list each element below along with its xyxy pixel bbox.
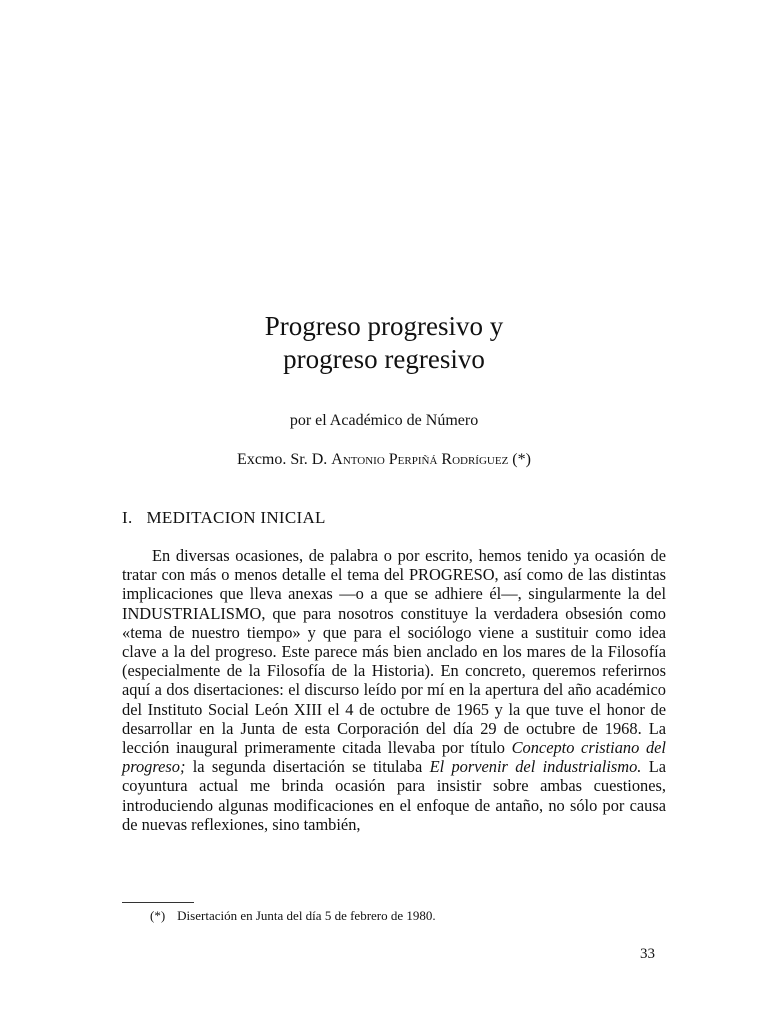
author-prefix: Excmo. Sr. D.	[237, 451, 332, 468]
page-number: 33	[640, 946, 655, 962]
paragraph-text-1: En diversas ocasiones, de palabra o por escrito, hemos tenido ya ocasión de tratar con más o menos detalle el tema del PROGRESO, así como de las distintas implicaciones que lleva anexas —o a que se adhiere él—, singularmente la del INDUSTRIALISMO, que para nosotros constituye la verdadera obsesión como «tema de nuestro tiempo» y que para el sociólogo viene a sustituir como idea clave a la del progreso. Este parece más bien anclado en los mares de la Filosofía (especialmente de la Filosofía de la Historia). En concreto, queremos referirnos aquí a dos disertaciones: el discurso leído por mí en la apertura del año académico del Instituto Social León XIII el 4 de octubre de 1965 y la que tuve el honor de desarrollar en la Junta de esta Corporación del día 29 de octubre de 1968. La lección inaugural primeramente citada llevaba por título	[122, 546, 666, 758]
paragraph-italic-title-1: Concepto cristiano del progreso;	[122, 738, 666, 777]
title-line-2: progreso regresivo	[283, 344, 485, 374]
author-footnote-mark: (*)	[508, 451, 531, 468]
article-title	[0, 310, 768, 376]
section-heading	[122, 508, 326, 528]
footnote-mark: (*)	[150, 908, 166, 923]
author-name: Antonio Perpiñá Rodríguez	[331, 451, 509, 468]
footnote-text: Disertación en Junta del día 5 de febrero de 1980.	[177, 908, 436, 923]
author-line	[0, 451, 768, 469]
paragraph-italic-title-2: El porvenir del industrialismo.	[429, 757, 642, 777]
body-paragraph	[122, 546, 666, 834]
footnote-rule	[122, 902, 194, 903]
paragraph-text-2: la segunda disertación se titulaba	[185, 757, 430, 777]
paragraph-text-3: La coyuntura actual me brinda ocasión para insistir sobre ambas cuestiones, introduciendo algunas modificaciones en el enfoque de antaño, no sólo por causa de nuevas reflexiones, sino también,	[122, 757, 667, 834]
section-title: MEDITACION INICIAL	[146, 508, 326, 527]
byline: por el Académico de Número	[289, 412, 479, 429]
footnote	[150, 908, 436, 924]
title-line-1: Progreso progresivo y	[264, 311, 504, 341]
section-number: I.	[122, 508, 133, 527]
